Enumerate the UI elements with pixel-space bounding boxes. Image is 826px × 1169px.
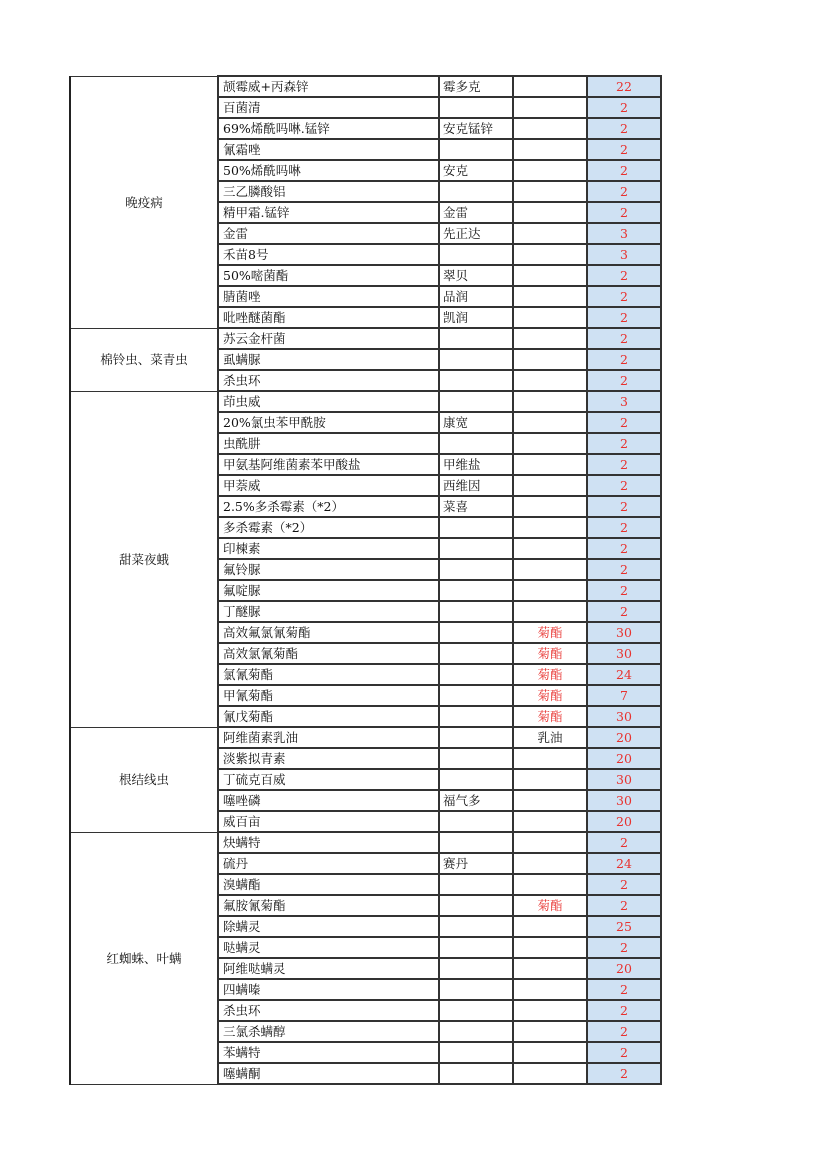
pesticide-name-cell[interactable]: 禾苗8号: [218, 244, 439, 265]
pesticide-name-cell[interactable]: 20%氯虫苯甲酰胺: [218, 412, 439, 433]
pesticide-name-cell[interactable]: 精甲霜.锰锌: [218, 202, 439, 223]
note-cell[interactable]: [513, 265, 587, 286]
pesticide-name-cell[interactable]: 氰戊菊酯: [218, 706, 439, 727]
note-cell[interactable]: [513, 979, 587, 1000]
note-cell[interactable]: [513, 916, 587, 937]
brand-name-cell[interactable]: [439, 559, 513, 580]
pesticide-name-cell[interactable]: 氟啶脲: [218, 580, 439, 601]
pesticide-name-cell[interactable]: 虱螨脲: [218, 349, 439, 370]
pesticide-name-cell[interactable]: 淡紫拟青素: [218, 748, 439, 769]
brand-name-cell[interactable]: [439, 685, 513, 706]
count-cell[interactable]: 3: [587, 244, 661, 265]
note-cell[interactable]: [513, 160, 587, 181]
note-cell[interactable]: [513, 1063, 587, 1084]
note-cell[interactable]: [513, 475, 587, 496]
note-cell[interactable]: [513, 370, 587, 391]
count-cell[interactable]: 20: [587, 748, 661, 769]
brand-name-cell[interactable]: [439, 580, 513, 601]
brand-name-cell[interactable]: [439, 1063, 513, 1084]
pesticide-name-cell[interactable]: 高效氯氰菊酯: [218, 643, 439, 664]
table-row: [70, 76, 661, 97]
brand-name-cell[interactable]: [439, 538, 513, 559]
brand-name-cell[interactable]: [439, 517, 513, 538]
note-cell[interactable]: 菊酯: [513, 643, 587, 664]
brand-name-cell[interactable]: [439, 643, 513, 664]
brand-name-cell[interactable]: [439, 958, 513, 979]
note-cell[interactable]: [513, 559, 587, 580]
pesticide-name-cell[interactable]: 噻螨酮: [218, 1063, 439, 1084]
count-cell[interactable]: 2: [587, 895, 661, 916]
pesticide-name-cell[interactable]: 三乙膦酸铝: [218, 181, 439, 202]
count-cell[interactable]: 2: [587, 1063, 661, 1084]
pesticide-name-cell[interactable]: 印楝素: [218, 538, 439, 559]
pesticide-name-cell[interactable]: 丁硫克百威: [218, 769, 439, 790]
count-cell[interactable]: 24: [587, 664, 661, 685]
pesticide-name-cell[interactable]: 炔螨特: [218, 832, 439, 853]
note-cell[interactable]: [513, 958, 587, 979]
table-row: [70, 391, 661, 412]
count-cell[interactable]: 2: [587, 874, 661, 895]
pesticide-name-cell[interactable]: 氯氰菊酯: [218, 664, 439, 685]
note-cell[interactable]: 菊酯: [513, 706, 587, 727]
note-cell[interactable]: [513, 517, 587, 538]
note-cell[interactable]: [513, 202, 587, 223]
count-cell[interactable]: 2: [587, 538, 661, 559]
count-cell[interactable]: 2: [587, 1021, 661, 1042]
note-cell[interactable]: [513, 874, 587, 895]
note-cell[interactable]: [513, 1000, 587, 1021]
pesticide-name-cell[interactable]: 2.5%多杀霉素（*2）: [218, 496, 439, 517]
count-cell[interactable]: 25: [587, 916, 661, 937]
brand-name-cell[interactable]: [439, 181, 513, 202]
pesticide-name-cell[interactable]: 甲氨基阿维菌素苯甲酸盐: [218, 454, 439, 475]
note-cell[interactable]: 菊酯: [513, 685, 587, 706]
pesticide-name-cell[interactable]: 三氯杀螨醇: [218, 1021, 439, 1042]
note-cell[interactable]: 乳油: [513, 727, 587, 748]
brand-name-cell[interactable]: [439, 97, 513, 118]
count-cell[interactable]: 2: [587, 202, 661, 223]
note-cell[interactable]: 菊酯: [513, 664, 587, 685]
note-cell[interactable]: [513, 601, 587, 622]
pesticide-name-cell[interactable]: 氟胺氰菊酯: [218, 895, 439, 916]
note-cell[interactable]: [513, 748, 587, 769]
brand-name-cell[interactable]: [439, 1000, 513, 1021]
pesticide-name-cell[interactable]: 高效氟氯氰菊酯: [218, 622, 439, 643]
brand-name-cell[interactable]: 凯润: [439, 307, 513, 328]
count-cell[interactable]: 7: [587, 685, 661, 706]
count-cell[interactable]: 2: [587, 601, 661, 622]
note-cell[interactable]: [513, 538, 587, 559]
pesticide-table: [69, 75, 662, 1085]
brand-name-cell[interactable]: [439, 349, 513, 370]
note-cell[interactable]: [513, 328, 587, 349]
brand-name-cell[interactable]: [439, 1042, 513, 1063]
pesticide-name-cell[interactable]: 氰霜唑: [218, 139, 439, 160]
pesticide-name-cell[interactable]: 吡唑醚菌酯: [218, 307, 439, 328]
brand-name-cell[interactable]: 赛丹: [439, 853, 513, 874]
brand-name-cell[interactable]: 金雷: [439, 202, 513, 223]
note-cell[interactable]: [513, 1042, 587, 1063]
count-cell[interactable]: 2: [587, 937, 661, 958]
note-cell[interactable]: [513, 97, 587, 118]
brand-name-cell[interactable]: [439, 832, 513, 853]
pesticide-table-body: [70, 76, 661, 1084]
note-cell[interactable]: [513, 286, 587, 307]
count-cell[interactable]: 2: [587, 496, 661, 517]
pesticide-name-cell[interactable]: 威百亩: [218, 811, 439, 832]
count-cell[interactable]: 2: [587, 349, 661, 370]
pesticide-name-cell[interactable]: 甲萘威: [218, 475, 439, 496]
pesticide-name-cell[interactable]: 杀虫环: [218, 370, 439, 391]
table-row: [70, 832, 661, 853]
count-cell[interactable]: 24: [587, 853, 661, 874]
count-cell[interactable]: 2: [587, 139, 661, 160]
pesticide-name-cell[interactable]: 阿维菌素乳油: [218, 727, 439, 748]
count-cell[interactable]: 2: [587, 307, 661, 328]
pest-group-label[interactable]: 红蜘蛛、叶螨: [70, 832, 218, 1084]
note-cell[interactable]: 菊酯: [513, 622, 587, 643]
brand-name-cell[interactable]: 福气多: [439, 790, 513, 811]
pesticide-name-cell[interactable]: 多杀霉素（*2）: [218, 517, 439, 538]
count-cell[interactable]: 20: [587, 958, 661, 979]
note-cell[interactable]: [513, 244, 587, 265]
note-cell[interactable]: [513, 307, 587, 328]
count-cell[interactable]: 2: [587, 475, 661, 496]
count-cell[interactable]: 2: [587, 97, 661, 118]
brand-name-cell[interactable]: [439, 769, 513, 790]
pesticide-name-cell[interactable]: 除螨灵: [218, 916, 439, 937]
note-cell[interactable]: [513, 790, 587, 811]
pesticide-name-cell[interactable]: 阿维哒螨灵: [218, 958, 439, 979]
count-cell[interactable]: 30: [587, 790, 661, 811]
pesticide-name-cell[interactable]: 69%烯酰吗啉.锰锌: [218, 118, 439, 139]
brand-name-cell[interactable]: [439, 370, 513, 391]
count-cell[interactable]: 22: [587, 76, 661, 97]
brand-name-cell[interactable]: 品润: [439, 286, 513, 307]
pesticide-name-cell[interactable]: 四螨嗪: [218, 979, 439, 1000]
brand-name-cell[interactable]: 安克: [439, 160, 513, 181]
pesticide-name-cell[interactable]: 硫丹: [218, 853, 439, 874]
brand-name-cell[interactable]: [439, 727, 513, 748]
count-cell[interactable]: 2: [587, 1042, 661, 1063]
count-cell[interactable]: 2: [587, 328, 661, 349]
note-cell[interactable]: [513, 223, 587, 244]
count-cell[interactable]: 2: [587, 160, 661, 181]
brand-name-cell[interactable]: 康宽: [439, 412, 513, 433]
note-cell[interactable]: [513, 1021, 587, 1042]
note-cell[interactable]: [513, 139, 587, 160]
note-cell[interactable]: [513, 349, 587, 370]
note-cell[interactable]: [513, 76, 587, 97]
count-cell[interactable]: 2: [587, 979, 661, 1000]
note-cell[interactable]: [513, 811, 587, 832]
pesticide-name-cell[interactable]: 杀虫环: [218, 1000, 439, 1021]
brand-name-cell[interactable]: [439, 979, 513, 1000]
note-cell[interactable]: [513, 832, 587, 853]
brand-name-cell[interactable]: [439, 433, 513, 454]
count-cell[interactable]: 2: [587, 559, 661, 580]
brand-name-cell[interactable]: [439, 244, 513, 265]
brand-name-cell[interactable]: [439, 601, 513, 622]
count-cell[interactable]: 2: [587, 265, 661, 286]
pesticide-name-cell[interactable]: 虫酰肼: [218, 433, 439, 454]
note-cell[interactable]: [513, 580, 587, 601]
brand-name-cell[interactable]: [439, 874, 513, 895]
pesticide-name-cell[interactable]: 50%嘧菌酯: [218, 265, 439, 286]
brand-name-cell[interactable]: [439, 139, 513, 160]
pesticide-name-cell[interactable]: 哒螨灵: [218, 937, 439, 958]
pest-group-label[interactable]: 根结线虫: [70, 727, 218, 832]
note-cell[interactable]: [513, 181, 587, 202]
count-cell[interactable]: 20: [587, 727, 661, 748]
note-cell[interactable]: [513, 853, 587, 874]
brand-name-cell[interactable]: [439, 937, 513, 958]
brand-name-cell[interactable]: 西维因: [439, 475, 513, 496]
pest-group-label[interactable]: 晚疫病: [70, 76, 218, 328]
pesticide-name-cell[interactable]: 50%烯酰吗啉: [218, 160, 439, 181]
note-cell[interactable]: [513, 433, 587, 454]
count-cell[interactable]: 30: [587, 706, 661, 727]
brand-name-cell[interactable]: 先正达: [439, 223, 513, 244]
pesticide-name-cell[interactable]: 氟铃脲: [218, 559, 439, 580]
count-cell[interactable]: 2: [587, 118, 661, 139]
brand-name-cell[interactable]: [439, 328, 513, 349]
brand-name-cell[interactable]: [439, 664, 513, 685]
pesticide-name-cell[interactable]: 丁醚脲: [218, 601, 439, 622]
count-cell[interactable]: 30: [587, 769, 661, 790]
count-cell[interactable]: 2: [587, 580, 661, 601]
note-cell[interactable]: [513, 937, 587, 958]
table-row: [70, 727, 661, 748]
brand-name-cell[interactable]: [439, 748, 513, 769]
count-cell[interactable]: 2: [587, 433, 661, 454]
pesticide-name-cell[interactable]: 溴螨酯: [218, 874, 439, 895]
pesticide-name-cell[interactable]: 茚虫威: [218, 391, 439, 412]
note-cell[interactable]: [513, 412, 587, 433]
brand-name-cell[interactable]: 霉多克: [439, 76, 513, 97]
pest-group-label[interactable]: 棉铃虫、菜青虫: [70, 328, 218, 391]
brand-name-cell[interactable]: 甲维盐: [439, 454, 513, 475]
note-cell[interactable]: [513, 769, 587, 790]
note-cell[interactable]: 菊酯: [513, 895, 587, 916]
count-cell[interactable]: 2: [587, 517, 661, 538]
count-cell[interactable]: 2: [587, 832, 661, 853]
brand-name-cell[interactable]: [439, 622, 513, 643]
note-cell[interactable]: [513, 118, 587, 139]
pesticide-name-cell[interactable]: 苯螨特: [218, 1042, 439, 1063]
count-cell[interactable]: 3: [587, 391, 661, 412]
count-cell[interactable]: 2: [587, 454, 661, 475]
brand-name-cell[interactable]: 安克锰锌: [439, 118, 513, 139]
note-cell[interactable]: [513, 454, 587, 475]
count-cell[interactable]: 30: [587, 643, 661, 664]
pesticide-name-cell[interactable]: 百菌清: [218, 97, 439, 118]
pesticide-name-cell[interactable]: 金雷: [218, 223, 439, 244]
note-cell[interactable]: [513, 496, 587, 517]
pesticide-name-cell[interactable]: 颉霉威+丙森锌: [218, 76, 439, 97]
brand-name-cell[interactable]: 翠贝: [439, 265, 513, 286]
table-row: [70, 328, 661, 349]
count-cell[interactable]: 2: [587, 412, 661, 433]
brand-name-cell[interactable]: [439, 895, 513, 916]
brand-name-cell[interactable]: [439, 391, 513, 412]
count-cell[interactable]: 20: [587, 811, 661, 832]
count-cell[interactable]: 2: [587, 181, 661, 202]
count-cell[interactable]: 2: [587, 1000, 661, 1021]
count-cell[interactable]: 2: [587, 370, 661, 391]
pesticide-name-cell[interactable]: 甲氰菊酯: [218, 685, 439, 706]
pesticide-name-cell[interactable]: 苏云金杆菌: [218, 328, 439, 349]
pesticide-name-cell[interactable]: 腈菌唑: [218, 286, 439, 307]
count-cell[interactable]: 3: [587, 223, 661, 244]
brand-name-cell[interactable]: [439, 811, 513, 832]
count-cell[interactable]: 2: [587, 286, 661, 307]
brand-name-cell[interactable]: [439, 916, 513, 937]
pest-group-label[interactable]: 甜菜夜蛾: [70, 391, 218, 727]
brand-name-cell[interactable]: [439, 1021, 513, 1042]
brand-name-cell[interactable]: 菜喜: [439, 496, 513, 517]
pesticide-name-cell[interactable]: 噻唑磷: [218, 790, 439, 811]
note-cell[interactable]: [513, 391, 587, 412]
count-cell[interactable]: 30: [587, 622, 661, 643]
brand-name-cell[interactable]: [439, 706, 513, 727]
